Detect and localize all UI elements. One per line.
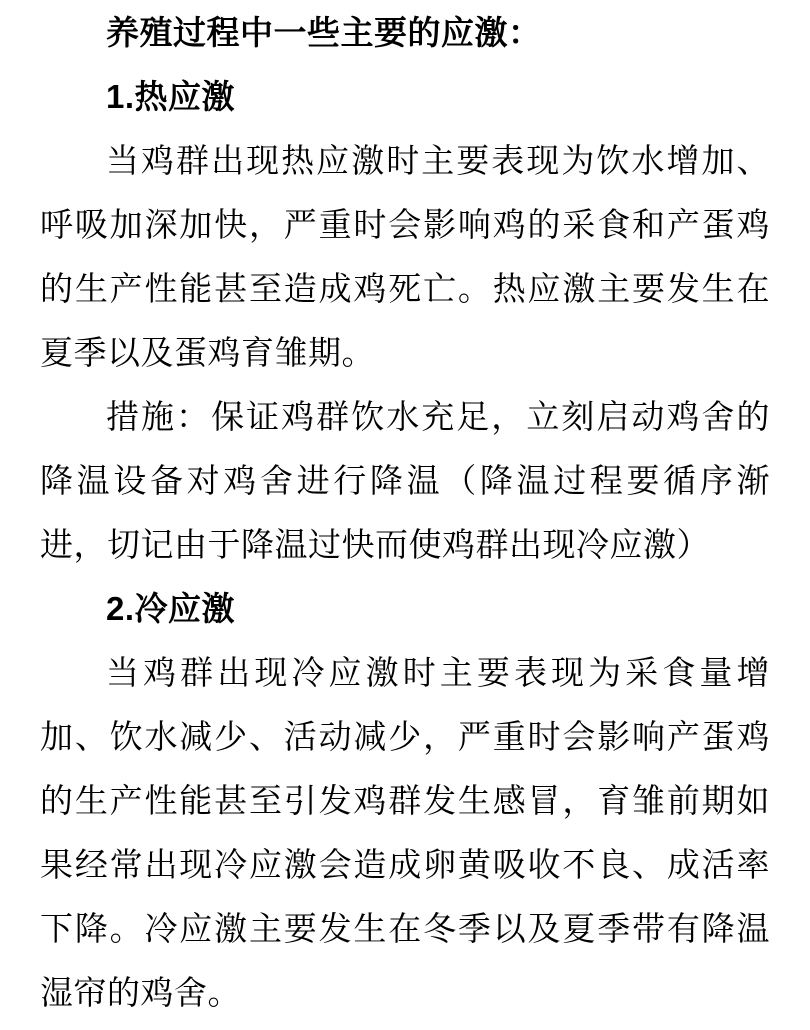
cold-stress-para1-line2: 加、饮水减少、活动减少，严重时会影响产蛋鸡 <box>40 718 770 755</box>
cold-stress-para1-line3: 的生产性能甚至引发鸡群发生感冒，育雏前期如 <box>40 782 770 819</box>
heat-stress-para1-line2: 呼吸加深加快，严重时会影响鸡的采食和产蛋鸡 <box>40 206 770 243</box>
doc-title: 养殖过程中一些主要的应激： <box>106 14 542 51</box>
cold-stress-para1-line6: 湿帘的鸡舍。 <box>40 974 241 1011</box>
cold-stress-para1-line1: 当鸡群出现冷应激时主要表现为采食量增 <box>106 654 770 691</box>
heat-stress-para1-line3: 的生产性能甚至造成鸡死亡。热应激主要发生在 <box>40 270 770 307</box>
heading-heat-stress: 1.热应激 <box>106 78 236 115</box>
heading-cold-stress: 2.冷应激 <box>106 590 236 627</box>
heat-stress-para1-line4: 夏季以及蛋鸡育雏期。 <box>40 334 375 371</box>
cold-stress-para1-line5: 下降。冷应激主要发生在冬季以及夏季带有降温 <box>40 910 770 947</box>
cold-stress-para1-line4: 果经常出现冷应激会造成卵黄吸收不良、成活率 <box>40 846 770 883</box>
heat-stress-para1-line1: 当鸡群出现热应激时主要表现为饮水增加、 <box>106 142 770 179</box>
heat-stress-para2-line1: 措施：保证鸡群饮水充足，立刻启动鸡舍的 <box>106 398 770 435</box>
heat-stress-para2-line3: 进，切记由于降温过快而使鸡群出现冷应激） <box>40 526 710 563</box>
heat-stress-para2-line2: 降温设备对鸡舍进行降温（降温过程要循序渐 <box>40 462 770 499</box>
